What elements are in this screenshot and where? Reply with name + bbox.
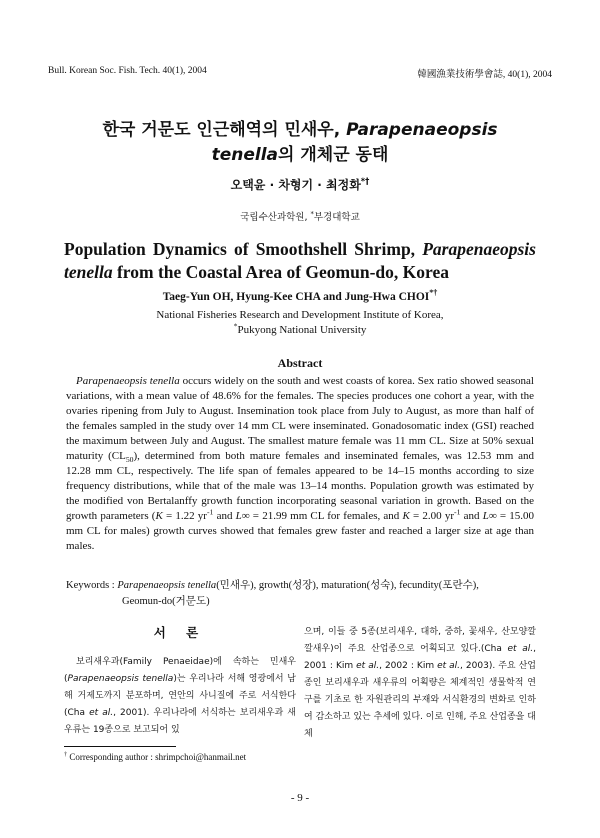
english-title-rest: from the Coastal Area of Geomun-do, Korea	[112, 262, 449, 282]
keywords-list-cont: Geomun-do(거문도)	[122, 596, 210, 607]
english-affiliation-2: Pukyong National University	[237, 324, 367, 336]
english-authors	[0, 288, 600, 303]
korean-authors	[0, 176, 600, 193]
korean-affiliation	[0, 209, 600, 223]
english-affiliation-mark: *	[233, 321, 238, 331]
abstract-symbol: L∞	[482, 510, 497, 522]
abstract-heading: Abstract	[277, 356, 323, 370]
abstract-superscript: -1	[206, 507, 214, 517]
intro-paragraph	[64, 654, 296, 739]
english-title-species-epithet: tenella	[64, 262, 113, 282]
korean-title-species-epithet: tenella	[211, 145, 279, 165]
abstract-species: Parapenaeopsis tenella	[76, 375, 180, 387]
footnote-mark: †	[64, 751, 68, 758]
english-title-word: Dynamics	[152, 239, 227, 259]
intro-text: , 2001). 우리나라에 서식하는 보리새우과 새우류는 19종으로 보고되어 있	[64, 708, 296, 735]
intro-right-column	[304, 624, 536, 743]
running-head	[48, 66, 552, 80]
english-title-species-genus: Parapenaeopsis	[422, 239, 536, 259]
korean-affiliation-1: 국립수산과학원,	[240, 212, 311, 223]
english-title-word: of	[233, 239, 249, 259]
abstract-symbol: K	[402, 510, 410, 522]
korean-affiliation-mark: *	[310, 209, 314, 218]
keywords-label: Keywords :	[66, 580, 118, 591]
english-title-word: Shrimp,	[354, 239, 416, 259]
intro-text: 으며, 이들 중 5종(보리새우, 대하, 중하, 꽃새우, 산모양깔깔새우)이 주요 산업종으로 어획되고 있다.(Cha	[304, 627, 536, 654]
abstract-text: = 15.00 mm CL for males) growth curves showed that females grew faster and reached a larger size at age than males.	[66, 510, 534, 552]
running-head-left: Bull. Korean Soc. Fish. Tech. 40(1), 2004	[48, 66, 207, 76]
intro-etal: et al.	[437, 661, 461, 671]
intro-species: Parapenaeopsis tenella	[67, 674, 174, 684]
abstract-text: and	[213, 510, 236, 522]
intro-text: , 2001 : Kim	[304, 644, 536, 671]
abstract-superscript: -1	[454, 507, 461, 517]
abstract-subscript: 50	[125, 455, 134, 465]
abstract-symbol: K	[155, 510, 163, 522]
intro-etal: et al.	[89, 708, 114, 718]
english-affiliation-1: National Fisheries Research and Development Institute of Korea,	[156, 309, 444, 321]
intro-text: )는 우리나라 서해 영광에서 남해 거제도까지 분포하며, 연안의 사니질에 주로 서식한다(Cha	[64, 674, 296, 718]
intro-etal: et al.	[356, 661, 380, 671]
abstract-text: ), determined from both mature females and inseminated females, was 12.53 mm and 12.28 mm CL, respectively. The life span of females appeared to be 14–15 months according to size frequency distributions, while that of the male was 13–14 months. Population growth was estimated by the modified von Bertalanffy growth function incorporating seasonal variation in growth. Based on the growth parameters (	[66, 450, 534, 522]
abstract-text: = 2.00 yr	[409, 510, 455, 522]
korean-title-species-genus: Parapenaeopsis	[346, 120, 498, 140]
keywords	[66, 578, 536, 610]
english-title-word: Smoothshell	[255, 239, 348, 259]
footnote	[64, 752, 246, 762]
abstract-text: occurs widely on the south and west coasts of korea. Sex ratio showed seasonal variations, with a mean value of 48.6% for the females. The species produces one cohort a year, with the ovaries ripening from July to August. Insemination took place from July to August, as more than half of the females sampled in the study over 14 mm CL were inseminated. Gonadosomatic index (GSI) reached the maximum between July and August. The smallest mature female was 11 mm CL. Size at 50% sexual maturity (CL	[66, 375, 534, 462]
english-author-names: Taeg-Yun OH, Hyung-Kee CHA and Jung-Hwa CHOI	[162, 291, 430, 303]
abstract-body	[66, 374, 534, 554]
korean-title-text: 한국 거문도 인근해역의 민새우,	[102, 120, 347, 140]
korean-title	[0, 118, 600, 168]
abstract-paragraph	[66, 374, 534, 554]
keywords-species: Parapenaeopsis tenella	[117, 580, 217, 591]
abstract-text: = 1.22 yr	[162, 510, 207, 522]
korean-affiliation-2: 부경대학교	[313, 212, 360, 223]
english-title	[64, 238, 536, 284]
english-author-mark: *†	[429, 288, 438, 298]
keywords-list: (민새우), growth(성장), maturation(성숙), fecundity(포란수),	[216, 580, 479, 591]
intro-text: 보리새우과(Family Penaeidae)에 속하는 민새우(	[64, 657, 296, 684]
intro-paragraph-cont	[304, 624, 536, 743]
intro-text: , 2002 : Kim	[379, 661, 438, 671]
running-head-right: 韓國漁業技術學會誌, 40(1), 2004	[417, 70, 552, 80]
page-number: - 9 -	[290, 792, 310, 804]
footnote-divider	[64, 746, 176, 747]
korean-author-mark: *†	[360, 176, 370, 186]
intro-text: , 2003). 주요 산업종인 보리새우과 새우류의 어획량은 체계적인 생물학적 연구를 기초로 한 자원관리의 부재와 서식환경의 변화로 인하여 감소하고 있는 추세에 있다. 이로 인해, 주요 산업종을 대체	[304, 661, 536, 739]
section-heading: 서 론	[153, 625, 207, 640]
english-title-word: Population	[64, 239, 146, 259]
footnote-text: Corresponding author : shrimpchoi@hanmail.net	[67, 752, 247, 762]
abstract-text: = 21.99 mm CL for females, and	[249, 510, 403, 522]
abstract-symbol: L∞	[235, 510, 250, 522]
korean-title-text-2: 의 개체군 동태	[278, 145, 389, 165]
intro-etal: et al.	[507, 644, 534, 654]
korean-author-names: 오택윤 · 차형기 · 최정화	[230, 178, 361, 192]
abstract-text: and	[460, 510, 483, 522]
english-affiliation	[0, 308, 600, 338]
intro-left-column	[64, 624, 296, 739]
